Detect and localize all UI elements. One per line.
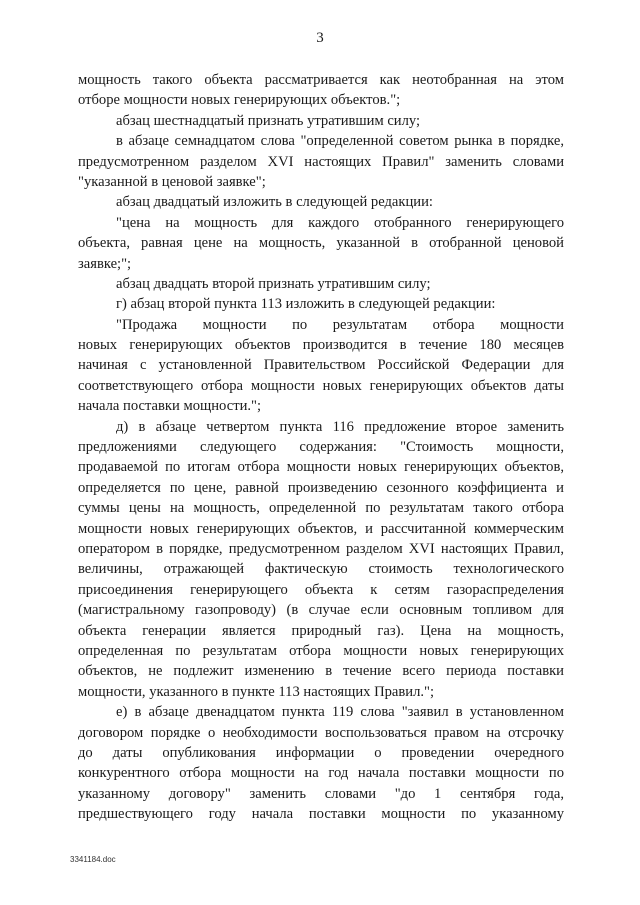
text-line: "Продажа мощности по результатам отбора мощности xyxy=(116,316,564,333)
text-line: величины, отражающей фактическую стоимость технологического xyxy=(78,561,564,578)
text-line: оператором в порядке, предусмотренном разделом XVI настоящих Правил, xyxy=(78,540,564,557)
text-line: "указанной в ценовой заявке"; xyxy=(78,173,266,190)
text-line: определенная по результатам отбора мощности новых генерирующих xyxy=(78,642,564,659)
text-line: объекта, равная цене на мощность, указанной в отобранной ценовой xyxy=(78,235,564,252)
text-line: новых генерирующих объектов производится в течение 180 месяцев xyxy=(78,337,564,354)
text-line: объектов, не подлежит изменению в течение всего периода поставки xyxy=(78,663,564,680)
text-line: начала поставки мощности."; xyxy=(78,398,262,415)
text-line: д) в абзаце четвертом пункта 116 предложение второе заменить xyxy=(116,418,564,435)
text-line: е) в абзаце двенадцатом пункта 119 слова "заявил в установленном xyxy=(116,704,564,721)
page-number: 3 xyxy=(316,30,324,46)
text-line: суммы цены на мощность, определенной по результатам такого отбора xyxy=(78,500,564,517)
text-line: "цена на мощность для каждого отобранного генерирующего xyxy=(116,214,564,231)
footer-doc-code: 3341184.doc xyxy=(70,855,116,864)
document-body xyxy=(78,70,564,824)
text-line: определяется по цене, равной произведению сезонного коэффициента и xyxy=(78,479,564,496)
text-line: (магистральному газопроводу) (в случае если основным топливом для xyxy=(78,602,564,619)
text-line: г) абзац второй пункта 113 изложить в следующей редакции: xyxy=(116,296,496,313)
text-line: до даты опубликования информации о проведении очередного xyxy=(78,744,564,761)
text-line: предусмотренном разделом XVI настоящих Правил" заменить словами xyxy=(78,153,564,170)
text-line: заявке;"; xyxy=(78,255,132,272)
text-line: конкурентного отбора мощности на год начала поставки мощности по xyxy=(78,765,564,782)
text-line: мощность такого объекта рассматривается как неотобранная на этом xyxy=(78,72,564,88)
text-line: начиная с установленной Правительством Российской Федерации для xyxy=(78,357,564,374)
text-line: продаваемой по итогам отбора мощности новых генерирующих объектов, xyxy=(78,459,564,476)
text-line: объекта генерации является природный газ). Цена на мощность, xyxy=(78,622,564,639)
text-line: мощности новых генерирующих объектов, и рассчитанной коммерческим xyxy=(78,520,564,537)
text-line: мощности, указанного в пункте 113 настоящих Правил."; xyxy=(78,683,435,700)
text-line: предложениями следующего содержания: "Стоимость мощности, xyxy=(78,439,564,456)
text-line: абзац двадцать второй признать утратившим силу; xyxy=(116,275,431,292)
text-line: соответствующего отбора мощности новых генерирующих объектов даты xyxy=(78,377,564,394)
text-line: абзац шестнадцатый признать утратившим силу; xyxy=(116,112,421,129)
text-line: присоединения генерирующего объекта к сетям газораспределения xyxy=(78,581,564,598)
text-line: в абзаце семнадцатом слова "определенной советом рынка в порядке, xyxy=(116,133,564,150)
text-line: указанному договору" заменить словами "до 1 сентября года, xyxy=(78,785,564,802)
text-line: абзац двадцатый изложить в следующей редакции: xyxy=(116,194,433,211)
text-line: отборе мощности новых генерирующих объектов."; xyxy=(78,92,401,109)
text-line: предшествующего году начала поставки мощности по указанному xyxy=(78,806,564,823)
text-line: договором порядке о необходимости воспользоваться правом на отсрочку xyxy=(78,724,564,741)
